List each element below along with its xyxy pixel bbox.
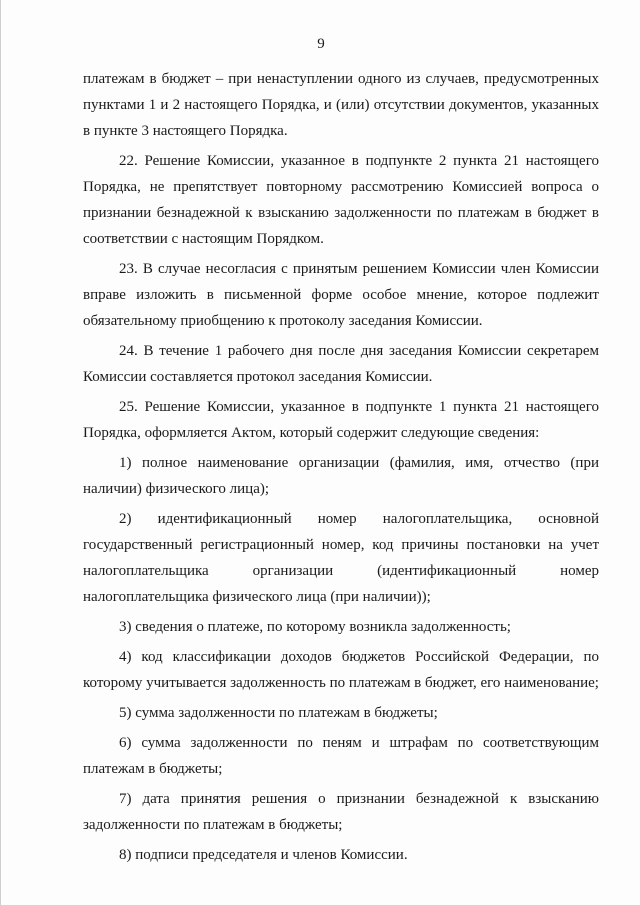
paragraph-23: 23. В случае несогласия с принятым решением Комиссии член Комиссии вправе изложить в письменной форме особое мнение, которое подлежит обязательному приобщению к протоколу заседания Комиссии.: [83, 261, 599, 329]
paragraph-continuation: платежам в бюджет – при ненаступлении одного из случаев, предусмотренных пунктами 1 и 2 настоящего Порядка, и (или) отсутствии документов, указанных в пункте 3 настоящего Порядка.: [83, 71, 599, 139]
list-item-1: 1) полное наименование организации (фамилия, имя, отчество (при наличии) физического лица);: [83, 455, 599, 497]
list-item-7: 7) дата принятия решения о признании безнадежной к взысканию задолженности по платежам в бюджеты;: [83, 791, 599, 833]
list-item-6: 6) сумма задолженности по пеням и штрафам по соответствующим платежам в бюджеты;: [83, 735, 599, 777]
document-body: [83, 66, 599, 872]
list-item-2: 2) идентификационный номер налогоплательщика, основной государственный регистрационный номер, код причины постановки на учет налогоплательщика организации (идентификационный номер налогоплательщика физического лица (при наличии));: [83, 511, 599, 605]
paragraph-24: 24. В течение 1 рабочего дня после дня заседания Комиссии секретарем Комиссии составляется протокол заседания Комиссии.: [83, 343, 599, 385]
list-item-8: 8) подписи председателя и членов Комиссии.: [119, 847, 408, 863]
list-item-3: 3) сведения о платеже, по которому возникла задолженность;: [119, 619, 511, 635]
page-number: 9: [317, 36, 325, 52]
paragraph-22: 22. Решение Комиссии, указанное в подпункте 2 пункта 21 настоящего Порядка, не препятствует повторному рассмотрению Комиссией вопроса о признании безнадежной к взысканию задолженности по платежам в бюджет в соответствии с настоящим Порядком.: [83, 153, 599, 247]
list-item-4: 4) код классификации доходов бюджетов Российской Федерации, по которому учитывается задолженность по платежам в бюджет, его наименование;: [83, 649, 599, 691]
paragraph-25: 25. Решение Комиссии, указанное в подпункте 1 пункта 21 настоящего Порядка, оформляется Актом, который содержит следующие сведения:: [83, 399, 599, 441]
list-item-5: 5) сумма задолженности по платежам в бюджеты;: [119, 705, 438, 721]
